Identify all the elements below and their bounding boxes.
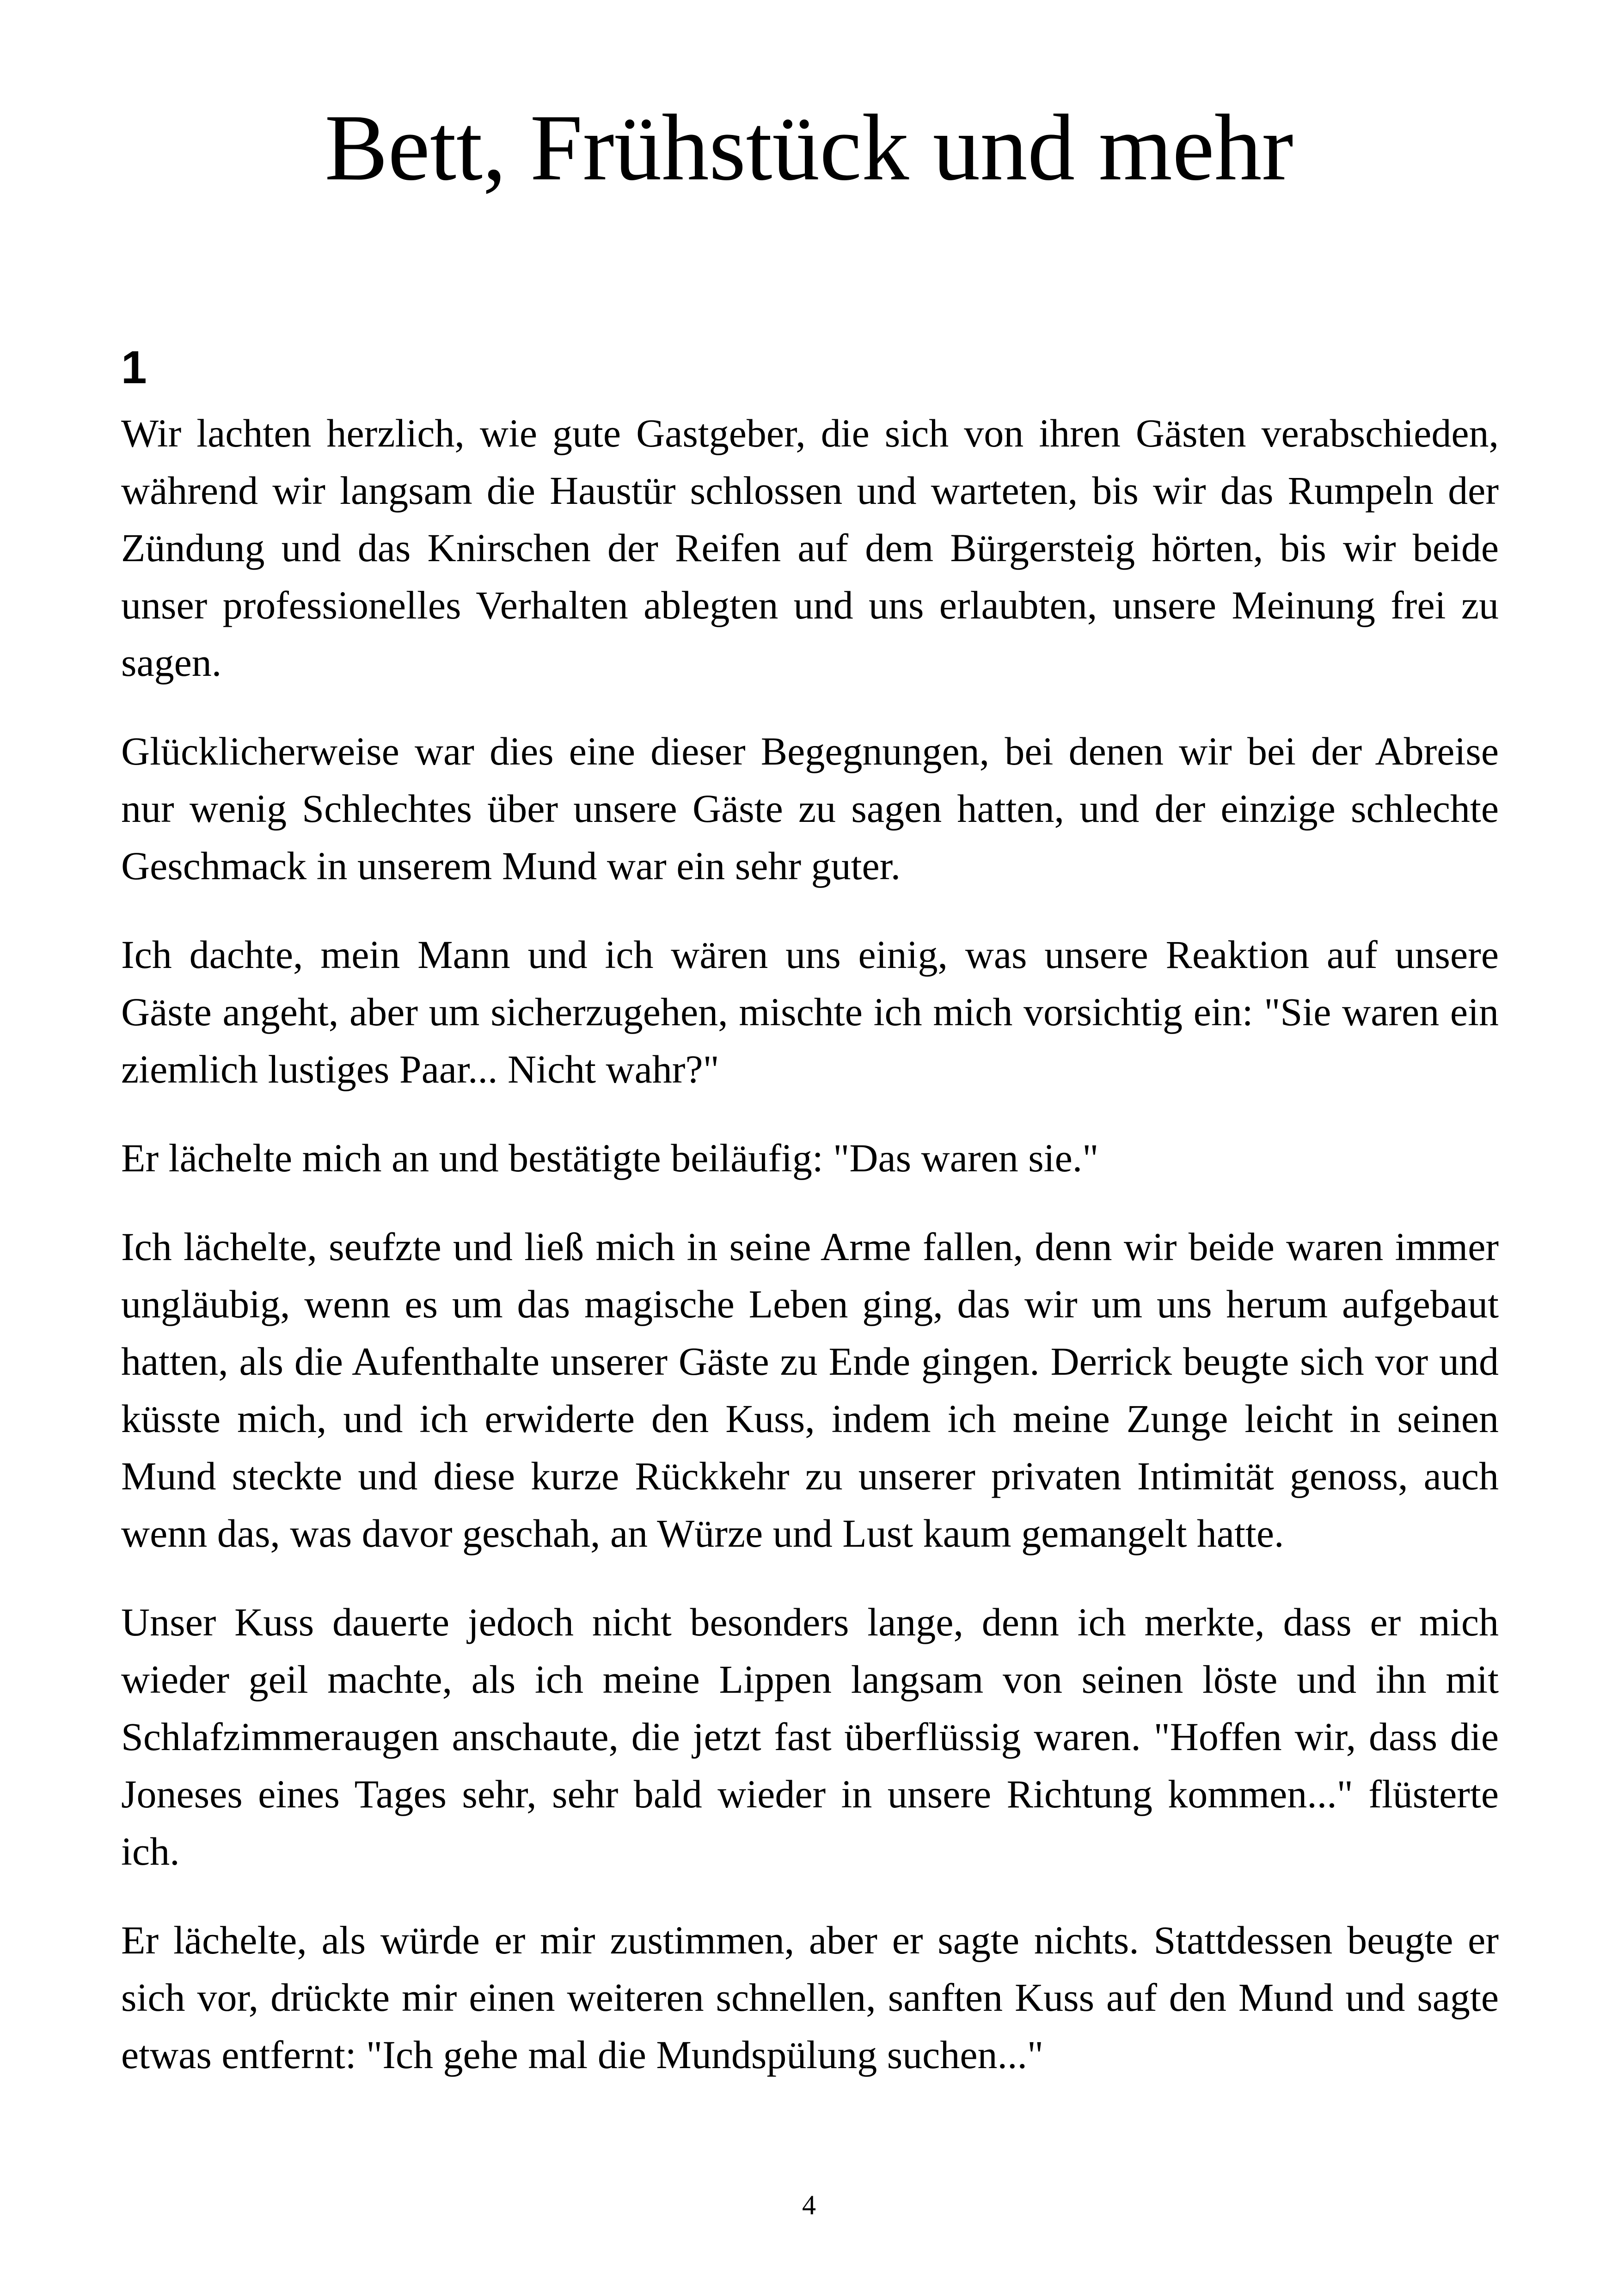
paragraph: Ich lächelte, seufzte und ließ mich in seine Arme fallen, denn wir beide waren immer ungläubig, wenn es um das magische Leben ging, das wir um uns herum aufgebaut hatten, als die Aufenthalte unserer Gäste zu Ende gingen. Derrick beugte sich vor und küsste mich, und ich erwiderte den Kuss, indem ich meine Zunge leicht in seinen Mund steckte und diese kurze Rückkehr zu unserer privaten Intimität genoss, auch wenn das, was davor geschah, an Würze und Lust kaum gemangelt hatte. [121,1225,1499,1555]
paragraph: Wir lachten herzlich, wie gute Gastgeber, die sich von ihren Gästen verabschieden, während wir langsam die Haustür schlossen und warteten, bis wir das Rumpeln der Zündung und das Knirschen der Reifen auf dem Bürgersteig hörten, bis wir beide unser professionelles Verhalten ablegten und uns erlaubten, unsere Meinung frei zu sagen. [121,411,1499,685]
paragraph: Er lächelte, als würde er mir zustimmen, aber er sagte nichts. Stattdessen beugte er sich vor, drückte mir einen weiteren schnellen, sanften Kuss auf den Mund und sagte etwas entfernt: "Ich gehe mal die Mundspülung suchen..." [121,1918,1499,2077]
page-title: Bett, Frühstück und mehr [325,95,1293,200]
paragraph: Glücklicherweise war dies eine dieser Begegnungen, bei denen wir bei der Abreise nur wenig Schlechtes über unsere Gäste zu sagen hatten, und der einzige schlechte Geschmack in unserem Mund war ein sehr guter. [121,729,1499,888]
paragraph: Er lächelte mich an und bestätigte beiläufig: "Das waren sie." [121,1136,1099,1180]
body-text [121,404,1499,2115]
page-number: 4 [802,2190,816,2220]
paragraph: Unser Kuss dauerte jedoch nicht besonders lange, denn ich merkte, dass er mich wieder geil machte, als ich meine Lippen langsam von seinen löste und ihn mit Schlafzimmeraugen anschaute, die jetzt fast überflüssig waren. "Hoffen wir, dass die Joneses eines Tages sehr, sehr bald wieder in unsere Richtung kommen..." flüsterte ich. [121,1600,1499,1874]
chapter-number: 1 [121,342,147,393]
paragraph: Ich dachte, mein Mann und ich wären uns einig, was unsere Reaktion auf unsere Gäste angeht, aber um sicherzugehen, mischte ich mich vorsichtig ein: "Sie waren ein ziemlich lustiges Paar... Nicht wahr?" [121,932,1499,1091]
